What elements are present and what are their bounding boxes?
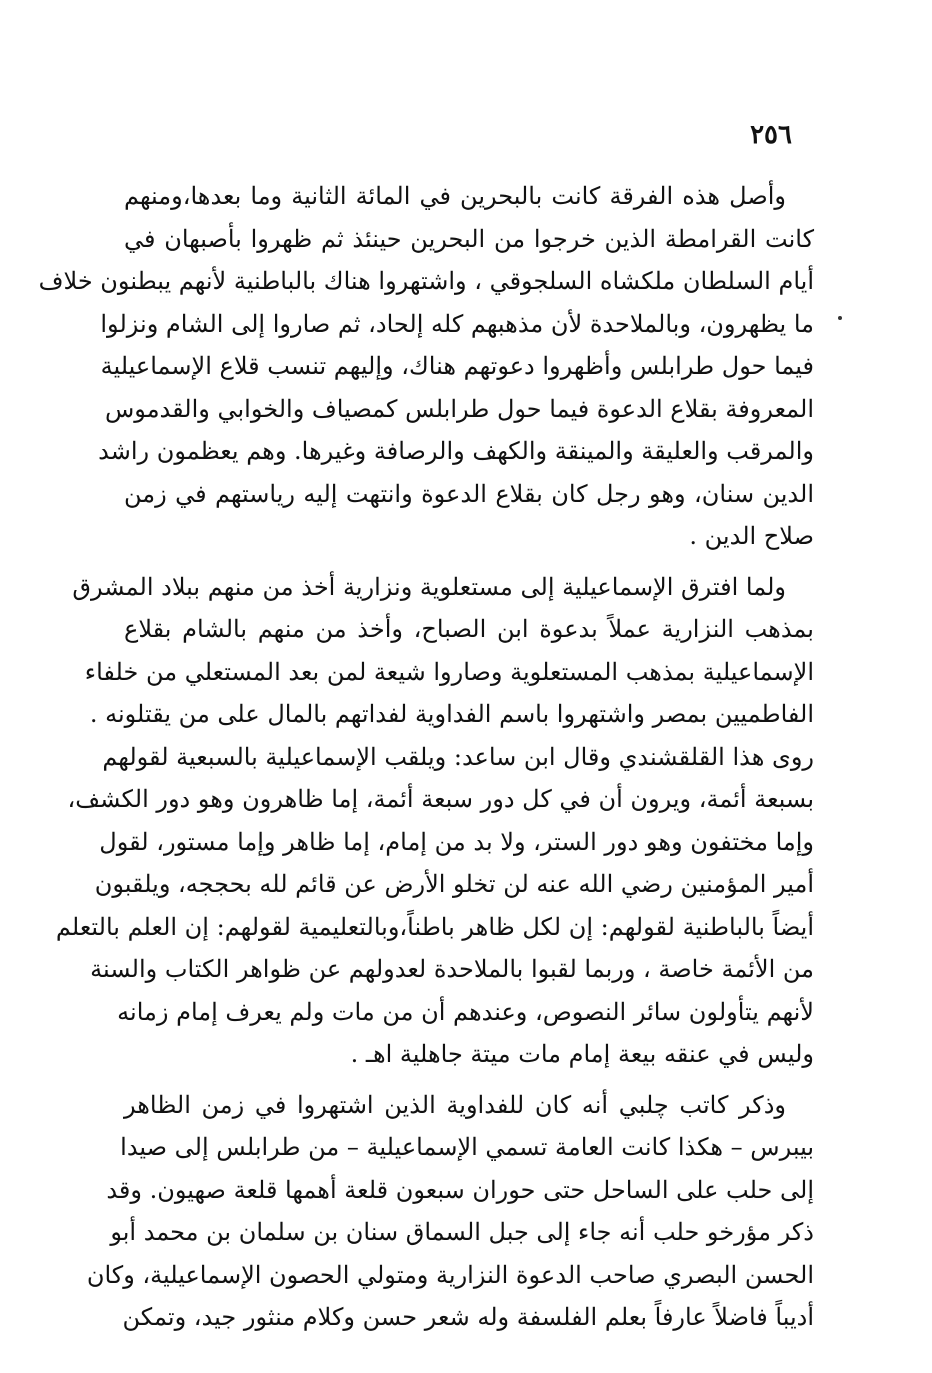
text-line: صلاح الدين . bbox=[689, 522, 814, 550]
paragraph-2 bbox=[55, 566, 814, 1076]
text-line: بسبعة أئمة، ويرون أن في كل دور سبعة أئمة، إما ظاهرون وهو دور الكشف، bbox=[67, 785, 814, 813]
paragraph-3 bbox=[86, 1084, 814, 1339]
text-line: فيما حول طرابلس وأظهروا دعوتهم هناك، وإليهم تنسب قلاع الإسماعيلية bbox=[100, 352, 814, 380]
text-line: أمير المؤمنين رضي الله عنه لن تخلو الأرض عن قائم لله بحججه، ويلقبون bbox=[94, 870, 814, 898]
text-line: كانت القرامطة الذين خرجوا من البحرين حينئذ ثم ظهروا بأصبهان في bbox=[124, 224, 814, 253]
text-line: وذكر كاتب چلبي أنه كان للفداوية الذين اشتهروا في زمن الظاهر bbox=[124, 1090, 786, 1119]
body-text bbox=[38, 175, 814, 1347]
text-line: الدين سنان، وهو رجل كان بقلاع الدعوة وانتهت إليه رياستهم في زمن bbox=[124, 479, 814, 508]
text-line: بمذهب النزارية عملاً بدعوة ابن الصباح، وأخذ من منهم بالشام بقلاع bbox=[124, 615, 814, 643]
text-line: وأصل هذه الفرقة كانت بالبحرين في المائة الثانية وما بعدها،ومنهم bbox=[124, 182, 786, 210]
text-line: أديباً فاضلاً عارفاً بعلم الفلسفة وله شعر حسن وكلام منثور جيد، وتمكن bbox=[122, 1303, 814, 1331]
text-line: الفاطميين بمصر واشتهروا باسم الفداوية لفداتهم بالمال على من يقتلونه . bbox=[89, 700, 814, 728]
text-line: أيام السلطان ملكشاه السلجوقي ، واشتهروا هناك بالباطنية لأنهم يبطنون خلاف bbox=[38, 267, 814, 295]
text-line: وإما مختفون وهو دور الستر، ولا بد من إمام، إما ظاهر وإما مستور، لقول bbox=[99, 827, 814, 856]
text-line: روى هذا القلقشندي وقال ابن ساعد: ويلقب الإسماعيلية بالسبعية لقولهم bbox=[102, 742, 814, 771]
text-line: بيبرس – هكذا كانت العامة تسمي الإسماعيلية – من طرابلس إلى صيدا bbox=[120, 1133, 814, 1161]
text-line: أيضاً بالباطنية لقولهم: إن لكل ظاهر باطناً،وبالتعليمية لقولهم: إن العلم بالتعلم bbox=[55, 912, 814, 941]
text-line: لأنهم يتأولون سائر النصوص، وعندهم أن من مات ولم يعرف إمام زمانه bbox=[117, 997, 814, 1026]
text-line: ما يظهرون، وبالملاحدة لأن مذهبهم كله إلحاد، ثم صاروا إلى الشام ونزلوا bbox=[100, 309, 814, 338]
page-number: ٢٥٦ bbox=[750, 120, 792, 150]
text-line: إلى حلب على الساحل حتى حوران سبعون قلعة أهمها قلعة صهيون. وقد bbox=[106, 1175, 814, 1204]
text-line: ذكر مؤرخو حلب أنه جاء إلى جبل السماق سنان بن سلمان بن محمد أبو bbox=[110, 1218, 814, 1246]
text-line: وليس في عنقه بيعة إمام مات ميتة جاهلية اهـ . bbox=[350, 1040, 814, 1068]
text-line: ولما افترق الإسماعيلية إلى مستعلوية ونزارية أخذ من منهم ببلاد المشرق bbox=[72, 572, 786, 601]
text-line: الإسماعيلية بمذهب المستعلوية وصاروا شيعة لمن بعد المستعلي من خلفاء bbox=[84, 657, 814, 686]
text-line: والمرقب والعليقة والمينقة والكهف والرصافة وغيرها. وهم يعظمون راشد bbox=[98, 437, 814, 465]
text-line: الحسن البصري صاحب الدعوة النزارية ومتولي الحصون الإسماعيلية، وكان bbox=[86, 1260, 814, 1289]
paragraph-1 bbox=[38, 175, 814, 558]
text-line: من الأئمة خاصة ، وربما لقبوا بالملاحدة لعدولهم عن ظواهر الكتاب والسنة bbox=[90, 955, 814, 983]
ink-speck bbox=[838, 316, 842, 320]
text-line: المعروفة بقلاع الدعوة فيما حول طرابلس كمصياف والخوابي والقدموس bbox=[105, 394, 814, 423]
